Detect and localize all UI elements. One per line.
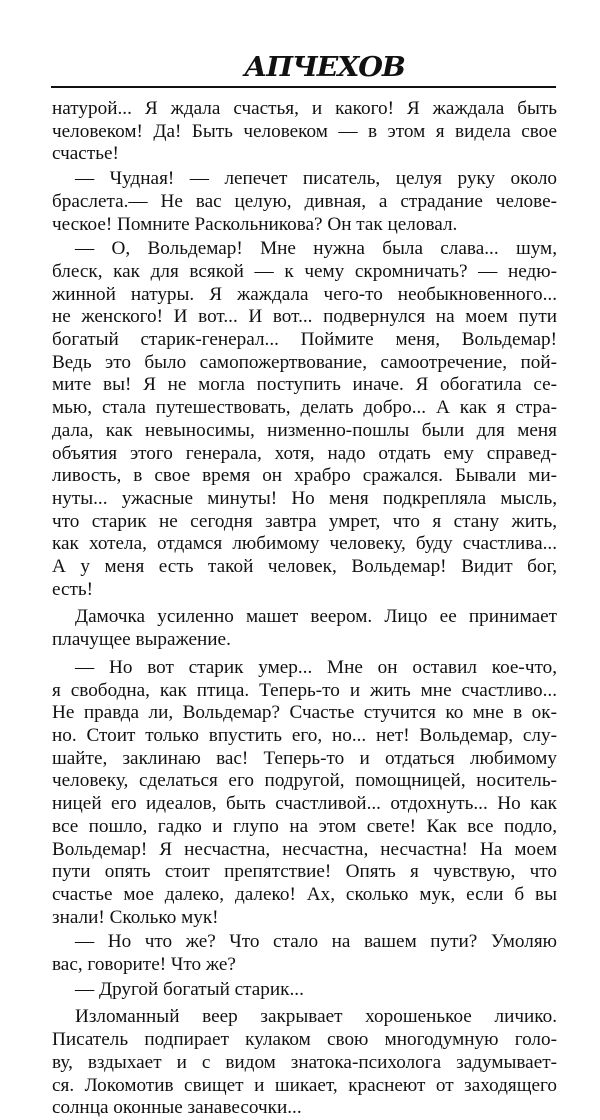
text-line: ливость, в свое время он храбро сражался. Бывали ми- — [52, 465, 557, 487]
text-line: знали! Сколько мук! — [52, 906, 219, 928]
text-line: — Другой богатый старик... — [75, 978, 304, 1000]
paragraph — [52, 98, 557, 166]
page-header — [0, 0, 600, 92]
text-line: богатый старик-генерал... Поймите меня, Вольдемар! — [52, 329, 557, 351]
text-line: что старик не сегодня завтра умрет, что я стану жить, — [52, 510, 557, 532]
body-text — [52, 98, 557, 1120]
paragraph — [52, 606, 557, 651]
paragraph — [52, 657, 557, 929]
text-line: натурой... Я ждала счастья, и какого! Я жаждала быть — [52, 98, 557, 119]
header-rule — [51, 86, 556, 88]
text-line: браслета.— Не вас целую, дивная, а страдание челове- — [52, 190, 557, 212]
paragraph — [52, 168, 557, 236]
paragraph — [52, 979, 557, 1002]
text-line: Вольдемар! Я несчастна, несчастна, несчастна! На моем — [52, 838, 557, 860]
text-line: ческое! Помните Раскольникова? Он так целовал. — [52, 213, 458, 235]
text-line: — Но вот старик умер... Мне он оставил кое-что, — [75, 656, 557, 678]
text-line: дала, как невыносимы, низменно-пошлы были для меня — [52, 419, 557, 441]
text-line: счастье! — [52, 143, 119, 165]
text-line: счастье мое далеко, далеко! Ах, сколько мук, если б вы — [52, 883, 557, 905]
text-line: есть! — [52, 578, 94, 600]
text-line: шайте, заклинаю вас! Теперь-то и отдаться любимому — [52, 747, 557, 769]
text-line: плачущее выражение. — [52, 629, 231, 651]
text-line: А у меня есть такой человек, Вольдемар! Видит бог, — [52, 556, 557, 578]
text-line: ницей его идеалов, быть счастливой... отдохнуть... Но как — [52, 793, 557, 815]
text-line: мите вы! Я не могла поступить иначе. Я обогатила се- — [52, 374, 557, 396]
text-line: жинной натуры. Я жаждала чего-то необыкновенного... — [52, 283, 557, 305]
paragraph — [52, 931, 557, 976]
author-logo: АПЧЕХОВ — [244, 52, 405, 83]
text-line: — Чудная! — лепечет писатель, целуя руку около — [75, 168, 557, 190]
text-line: пути опять стоит препятствие! Опять я чувствую, что — [52, 861, 557, 883]
paragraph — [52, 238, 557, 601]
text-line: объятия этого генерала, хотя, надо отдать ему справед- — [52, 442, 557, 464]
text-line: Писатель подпирает кулаком свою многодумную голо- — [52, 1029, 557, 1051]
text-line: Изломанный веер закрывает хорошенькое личико. — [75, 1006, 557, 1028]
text-line: не женского! И вот... И вот... подвернулся на моем пути — [52, 306, 557, 328]
text-line: блеск, как для всякой — к чему скромничать? — недю- — [52, 260, 557, 282]
text-line: солнца оконные занавесочки... — [52, 1097, 302, 1119]
text-line: — О, Вольдемар! Мне нужна была слава... шум, — [75, 238, 557, 260]
text-line: человеком! Да! Быть человеком — в этом я видела свое — [52, 120, 557, 142]
text-line: все пошло, гадко и глупо на этом свете! Как все подло, — [52, 815, 557, 837]
paragraph — [52, 1006, 557, 1120]
text-line: ся. Локомотив свищет и шикает, краснеют от заходящего — [52, 1074, 557, 1096]
text-line: Дамочка усиленно машет веером. Лицо ее принимает — [75, 606, 557, 628]
text-line: но. Стоит только впустить его, но... нет! Вольдемар, слу- — [52, 724, 557, 746]
text-line: нуты... ужасные минуты! Но меня подкрепляла мысль, — [52, 487, 557, 509]
text-line: вас, говорите! Что же? — [52, 954, 236, 976]
text-line: ву, вздыхает и с видом знатока-психолога задумывает- — [52, 1051, 557, 1073]
text-line: человеку, сделаться его подругой, помощницей, носитель- — [52, 770, 557, 792]
text-line: мью, стала путешествовать, делать добро... А как я стра- — [52, 397, 557, 419]
text-line: Ведь это было самопожертвование, самоотречение, пой- — [52, 351, 557, 373]
text-line: я свободна, как птица. Теперь-то и жить мне счастливо... — [52, 679, 557, 701]
text-line: как хотела, отдамся любимому человеку, буду счастлива... — [52, 533, 557, 555]
text-line: Не правда ли, Вольдемар? Счастье стучится ко мне в ок- — [52, 702, 557, 724]
text-line: — Но что же? Что стало на вашем пути? Умоляю — [75, 931, 557, 953]
